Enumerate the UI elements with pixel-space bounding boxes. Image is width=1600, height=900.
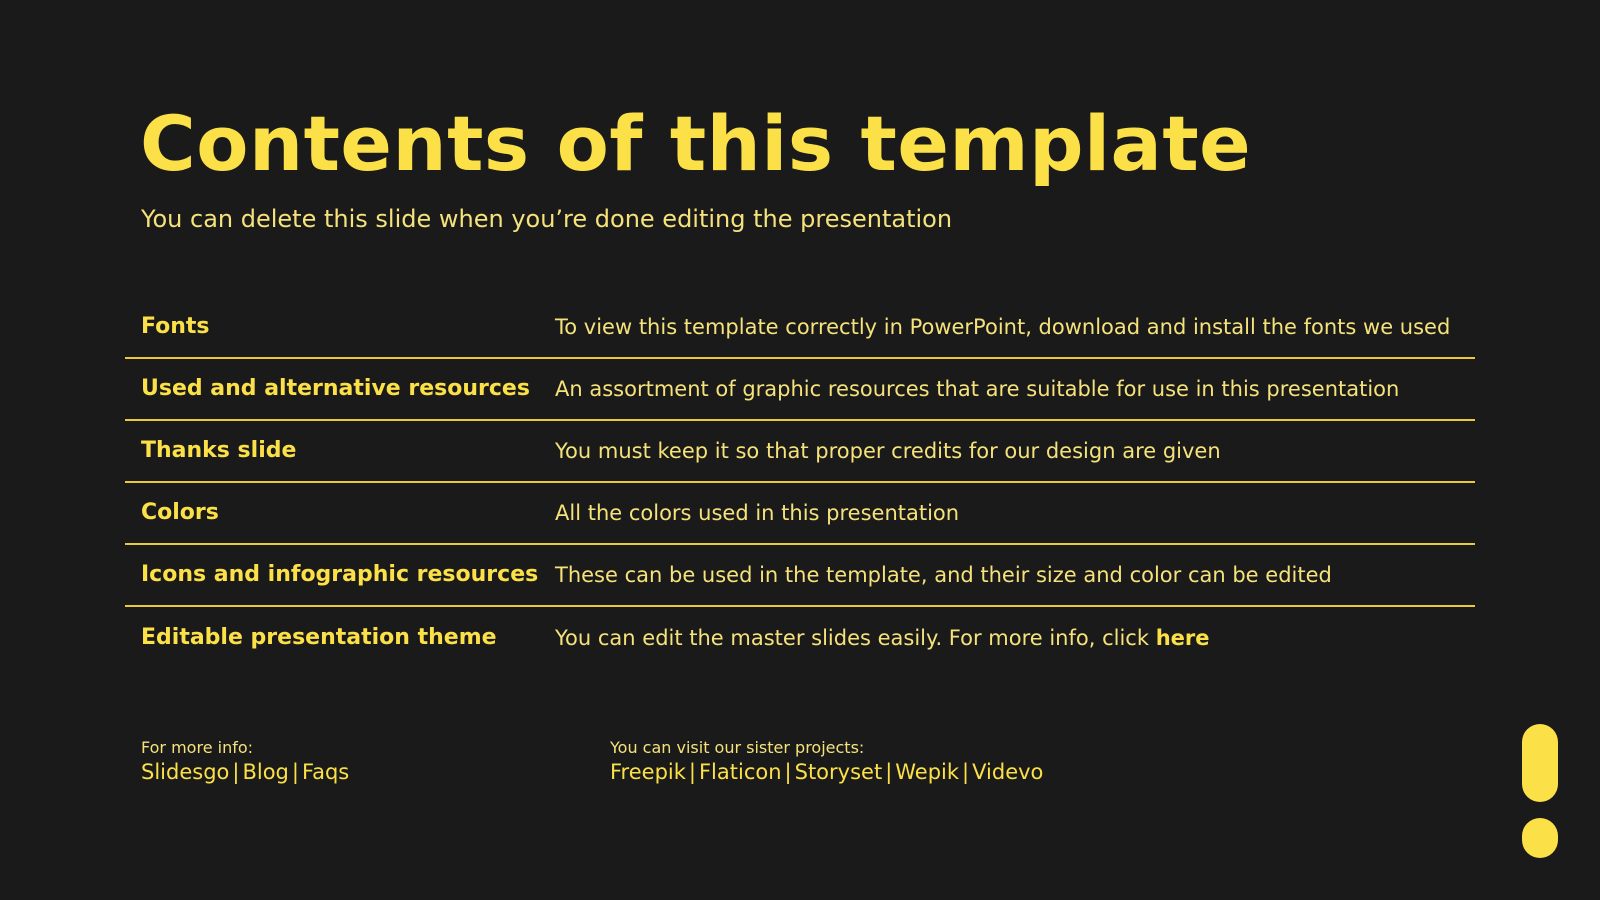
slidesgo-link[interactable]: Slidesgo <box>141 760 230 784</box>
row-name: Thanks slide <box>141 438 297 463</box>
link-separator: | <box>885 760 893 784</box>
link-separator: | <box>291 760 299 784</box>
row-name: Editable presentation theme <box>141 625 497 650</box>
freepik-link[interactable]: Freepik <box>610 760 686 784</box>
storyset-link[interactable]: Storyset <box>794 760 883 784</box>
footer-sister-projects-label: You can visit our sister projects: <box>610 738 865 757</box>
row-description: These can be used in the template, and their size and color can be edited <box>555 563 1332 587</box>
link-separator: | <box>232 760 240 784</box>
table-row <box>125 297 1475 359</box>
contents-table <box>125 297 1475 669</box>
footer-more-info-label: For more info: <box>141 738 254 757</box>
flaticon-link[interactable]: Flaticon <box>698 760 782 784</box>
row-description <box>555 624 1475 652</box>
link-separator: | <box>784 760 792 784</box>
table-row <box>125 545 1475 607</box>
footer-more-info-links <box>141 758 349 786</box>
footer-sister-projects <box>610 738 1043 786</box>
table-row <box>125 421 1475 483</box>
row-description-text: You can edit the master slides easily. For more info, click <box>555 626 1156 650</box>
slide-subtitle: You can delete this slide when you’re done editing the presentation <box>141 205 953 233</box>
here-link[interactable]: here <box>1155 626 1210 650</box>
blog-link[interactable]: Blog <box>242 760 289 784</box>
slide-title: Contents of this template <box>140 99 1252 188</box>
row-description: You must keep it so that proper credits for our design are given <box>555 439 1221 463</box>
row-description: To view this template correctly in PowerPoint, download and install the fonts we used <box>555 315 1451 339</box>
wepik-link[interactable]: Wepik <box>895 760 960 784</box>
row-description: An assortment of graphic resources that are suitable for use in this presentation <box>555 377 1400 401</box>
row-name: Colors <box>141 500 219 525</box>
row-name: Used and alternative resources <box>141 376 530 401</box>
faqs-link[interactable]: Faqs <box>301 760 350 784</box>
row-description: All the colors used in this presentation <box>555 501 960 525</box>
table-row <box>125 607 1475 669</box>
videvo-link[interactable]: Videvo <box>972 760 1044 784</box>
footer-sister-projects-links <box>610 758 1043 786</box>
table-row <box>125 359 1475 421</box>
exclamation-dot-decoration <box>1522 818 1558 858</box>
footer-more-info <box>141 738 349 786</box>
row-name: Fonts <box>141 314 210 339</box>
exclamation-bar-decoration <box>1522 724 1558 802</box>
link-separator: | <box>962 760 970 784</box>
row-name: Icons and infographic resources <box>141 562 539 587</box>
table-row <box>125 483 1475 545</box>
link-separator: | <box>688 760 696 784</box>
